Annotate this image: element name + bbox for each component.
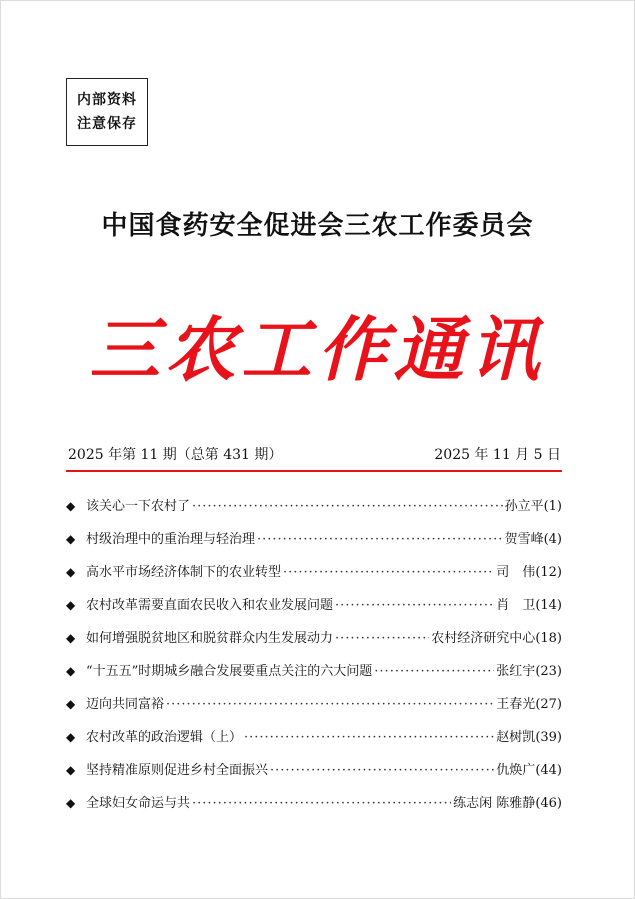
toc-page: (18) [535,631,562,646]
toc-leader-dots [244,730,494,745]
diamond-bullet-icon: ◆ [66,664,76,678]
toc-page: (4) [543,532,562,547]
organization-title: 中国食药安全促进会三农工作委员会 [101,211,534,241]
toc-title: 农村改革需要直面农民收入和农业发展问题 [86,598,334,613]
toc-title: 迈向共同富裕 [86,697,165,712]
toc-title: 高水平市场经济体制下的农业转型 [86,565,282,580]
toc-author: 王春光 [496,697,536,712]
diamond-bullet-icon: ◆ [66,565,76,579]
toc-page: (27) [535,697,562,712]
diamond-bullet-icon: ◆ [66,598,76,612]
masthead-title: 三农工作通讯 [89,308,546,391]
toc-page: (39) [535,730,562,745]
diamond-bullet-icon: ◆ [66,697,76,711]
toc-author: 贺雪峰 [504,532,544,547]
toc-item[interactable] [66,660,562,693]
toc-title: 如何增强脱贫地区和脱贫群众内生发展动力 [86,631,334,646]
internal-document-stamp [66,78,148,146]
issue-number: 2025 年第 11 期（总第 431 期） [68,447,283,463]
toc-item[interactable] [66,792,562,825]
toc-leader-dots [335,598,494,613]
issue-date: 2025 年 11 月 5 日 [434,447,561,463]
toc-author: 司 伟 [496,565,536,580]
diamond-bullet-icon: ◆ [66,730,76,744]
toc-leader-dots [335,631,429,646]
toc-item[interactable] [66,495,562,528]
toc-item[interactable] [66,627,562,660]
diamond-bullet-icon: ◆ [66,499,76,513]
toc-leader-dots [257,532,503,547]
toc-leader-dots [374,664,494,679]
toc-author: 孙立平 [504,499,544,514]
toc-item[interactable] [66,693,562,726]
toc-author: 赵树凯 [496,730,536,745]
toc-title: 农村改革的政治逻辑（上） [86,730,243,745]
toc-leader-dots [166,697,494,712]
toc-title: “十五五”时期城乡融合发展要重点关注的六大问题 [86,664,373,679]
stamp-line-2: 注意保存 [77,116,137,132]
toc-title: 全球妇女命运与共 [86,796,191,811]
red-divider [66,470,562,472]
toc-page: (23) [535,664,562,679]
toc-author: 张红宇 [496,664,536,679]
toc-item[interactable] [66,594,562,627]
diamond-bullet-icon: ◆ [66,532,76,546]
toc-item[interactable] [66,726,562,759]
toc-title: 坚持精准原则促进乡村全面振兴 [86,763,269,778]
toc-author: 农村经济研究中心 [431,631,536,646]
diamond-bullet-icon: ◆ [66,796,76,810]
toc-title: 村级治理中的重治理与轻治理 [86,532,256,547]
toc-page: (12) [535,565,562,580]
toc-page: (46) [535,796,562,811]
toc-leader-dots [270,763,494,778]
toc-page: (1) [543,499,562,514]
toc-leader-dots [192,796,451,811]
diamond-bullet-icon: ◆ [66,763,76,777]
toc-item[interactable] [66,561,562,594]
toc-author: 练志闲 陈雅静 [453,796,536,811]
toc-item[interactable] [66,528,562,561]
toc-leader-dots [192,499,503,514]
toc-page: (14) [535,598,562,613]
toc-leader-dots [283,565,494,580]
toc-author: 肖 卫 [496,598,536,613]
toc-item[interactable] [66,759,562,792]
table-of-contents [66,495,562,825]
toc-title: 该关心一下农村了 [86,499,191,514]
stamp-line-1: 内部资料 [77,92,137,108]
diamond-bullet-icon: ◆ [66,631,76,645]
toc-page: (44) [535,763,562,778]
toc-author: 仇焕广 [496,763,536,778]
